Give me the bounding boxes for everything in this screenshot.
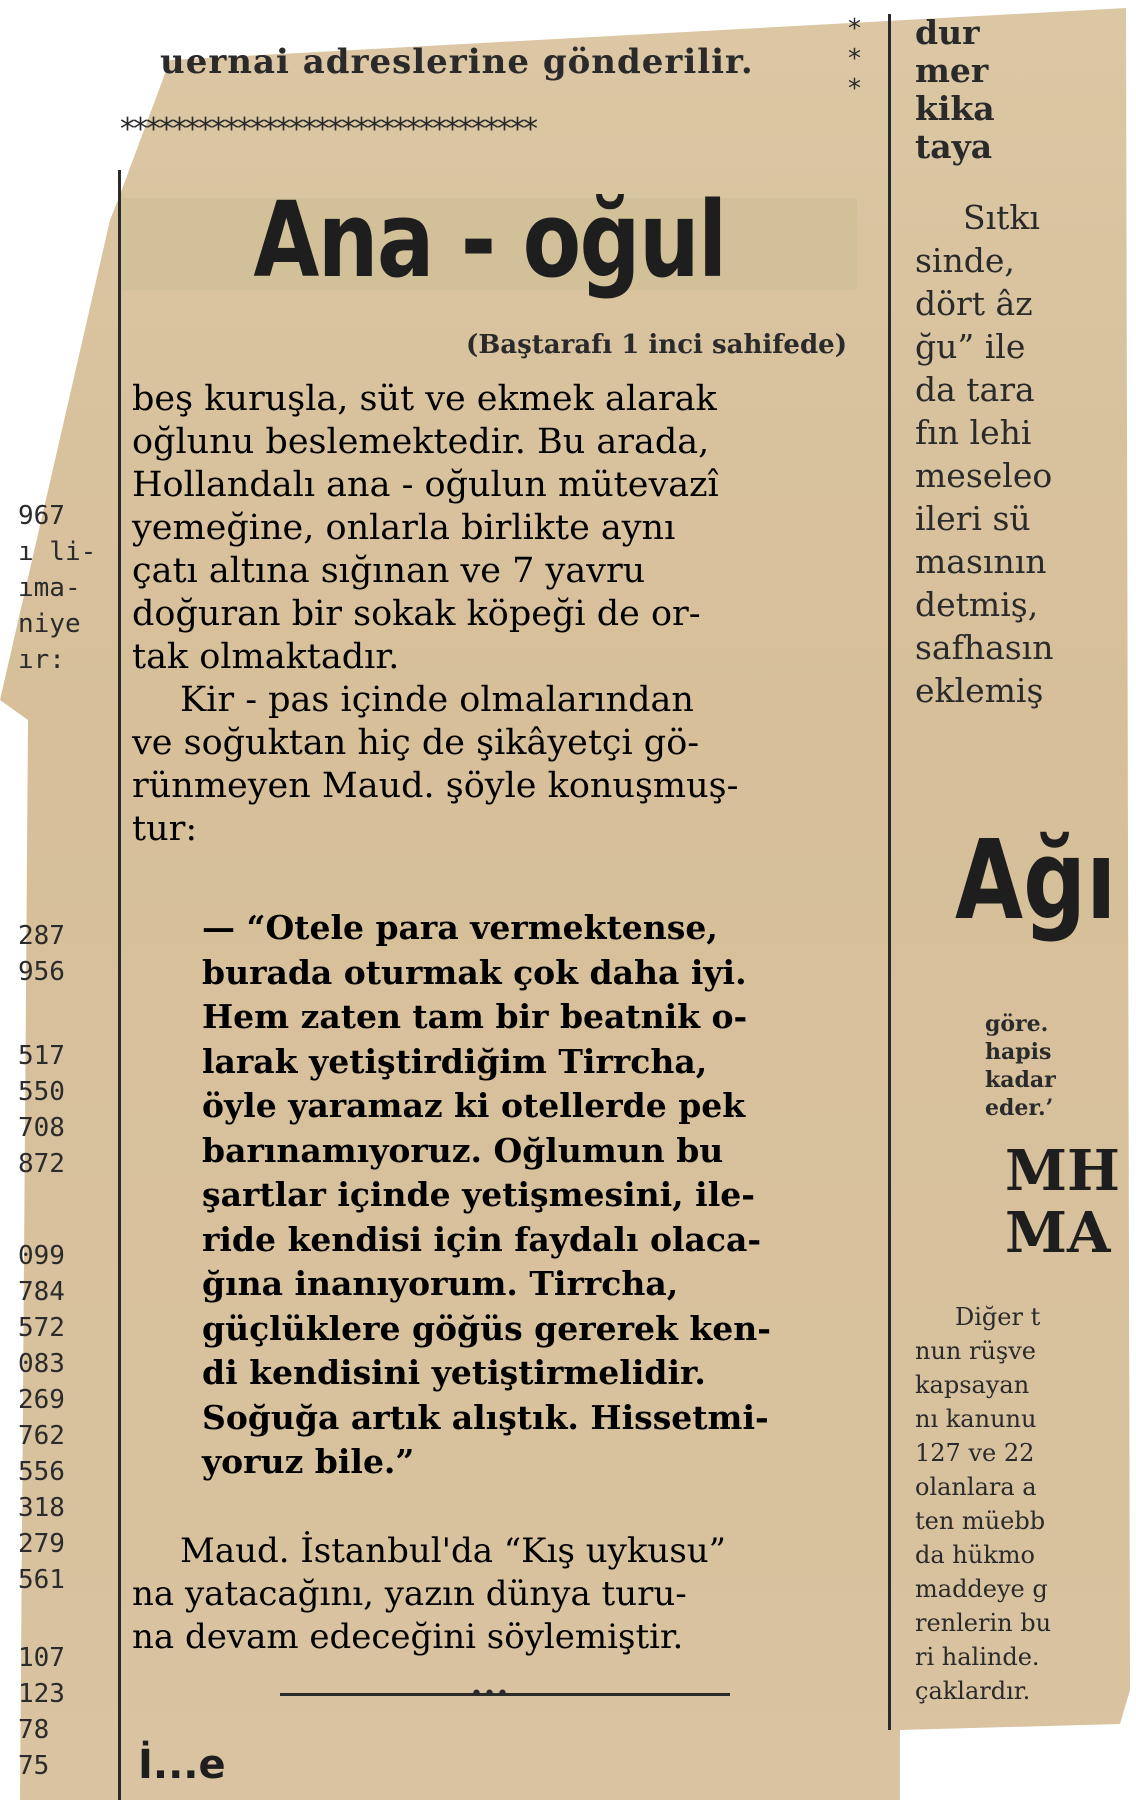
fragment-line: çaklardır. xyxy=(915,1677,1031,1705)
fragment-line: 127 ve 22 xyxy=(915,1439,1035,1467)
fragment-line: ğu” ile xyxy=(915,327,1026,366)
number-line: 279 xyxy=(18,1529,65,1559)
fragment-line: maddeye g xyxy=(915,1575,1048,1603)
number-line: 784 xyxy=(18,1277,65,1307)
fragment-line: fın lehi xyxy=(915,413,1032,452)
end-rule-ornament: ••• xyxy=(470,1682,509,1707)
text-line: doğuran bir sokak köpeği de or- xyxy=(132,594,701,634)
fragment-line: meseleo xyxy=(915,456,1053,495)
right-column-heading xyxy=(955,816,1136,944)
number-line: 561 xyxy=(18,1565,65,1595)
fragment-line: kadar xyxy=(985,1067,1056,1093)
text-line: çatı altına sığınan ve 7 yavru xyxy=(132,551,646,591)
left-column-fragment xyxy=(18,498,118,678)
number-line: 517 xyxy=(18,1041,65,1071)
number-line: 099 xyxy=(18,1241,65,1271)
quote-line: di kendisini yetiştirmelidir. xyxy=(202,1353,706,1392)
fragment-line: olanlara a xyxy=(915,1473,1037,1501)
fragment-line: MA xyxy=(1005,1200,1111,1266)
fragment-line: ır: xyxy=(18,645,65,675)
quote-line: güçlüklere göğüs gererek ken- xyxy=(202,1308,771,1348)
text-line: ve soğuktan hiç de şikâyetçi gö- xyxy=(132,723,700,763)
number-line: 107 xyxy=(18,1643,65,1673)
star: * xyxy=(848,74,861,104)
left-column-numbers xyxy=(18,918,118,990)
fragment-line: MH xyxy=(1005,1138,1120,1204)
quote-line: Soğuğa artık alıştık. Hissetmi- xyxy=(202,1397,769,1437)
text-line: na yatacağını, yazın dünya turu- xyxy=(132,1574,687,1614)
quote-line: Hem zaten tam bir beatnik o- xyxy=(202,997,748,1036)
quote-line: yoruz bile.” xyxy=(202,1442,415,1481)
quote-line: barınamıyoruz. Oğlumun bu xyxy=(202,1130,724,1170)
star: * xyxy=(848,14,861,44)
quote-line: larak yetiştirdiğim Tirrcha, xyxy=(202,1041,708,1081)
number-line: 78 xyxy=(18,1715,50,1745)
fragment-line: da tara xyxy=(915,370,1035,409)
article-body-closing xyxy=(132,1530,726,1659)
text-line: yemeğine, onlarla birlikte aynı xyxy=(132,508,676,548)
number-line: 762 xyxy=(18,1421,65,1451)
fragment-line: Sıtkı xyxy=(963,198,1040,237)
fragment-line: taya xyxy=(915,127,993,166)
top-strip-text: uernai adreslerine gönderilir. xyxy=(160,42,754,82)
fragment-line: ıma- xyxy=(18,573,81,603)
text-line: rünmeyen Maud. şöyle konuşmuş- xyxy=(132,766,739,806)
fragment-line: kika xyxy=(915,89,995,128)
right-column-top xyxy=(915,14,1125,166)
text-line: oğlunu beslemektedir. Bu arada, xyxy=(132,422,710,462)
text-line: tur: xyxy=(132,809,198,849)
fragment-line: nı kanunu xyxy=(915,1405,1037,1433)
quote-line: öyle yaramaz ki otellerde pek xyxy=(202,1086,746,1125)
fragment-line: 967 xyxy=(18,501,65,531)
quote-line: ride kendisi için faydalı olaca- xyxy=(202,1219,762,1259)
fragment-line: masının xyxy=(915,542,1047,581)
fragment-line: ileri sü xyxy=(915,499,1031,538)
fragment-line: safhasın xyxy=(915,628,1054,667)
text-line: tak olmaktadır. xyxy=(132,637,400,677)
left-column-numbers xyxy=(18,1640,118,1784)
right-column-bold-snippet xyxy=(985,1010,1136,1122)
fragment-line: renlerin bu xyxy=(915,1609,1052,1637)
quote-line: burada oturmak çok daha iyi. xyxy=(202,952,747,992)
fragment-line: eder.’ xyxy=(985,1095,1054,1121)
number-line: 287 xyxy=(18,921,65,951)
number-line: 556 xyxy=(18,1457,65,1487)
right-column-small-text xyxy=(915,1300,1125,1708)
fragment-line: dur xyxy=(915,13,980,52)
column-rule-left xyxy=(118,170,121,1800)
star: * xyxy=(848,44,861,74)
fragment-line: detmiş, xyxy=(915,585,1039,624)
fragment-line: eklemiş xyxy=(915,671,1044,710)
number-line: 872 xyxy=(18,1149,65,1179)
number-line: 123 xyxy=(18,1679,65,1709)
fragment-line: sinde, xyxy=(915,241,1015,280)
text-line: Maud. İstanbul'da “Kış uykusu” xyxy=(180,1531,727,1571)
left-column-numbers xyxy=(18,1238,118,1598)
number-line: 083 xyxy=(18,1349,65,1379)
number-line: 572 xyxy=(18,1313,65,1343)
fragment-line: hapis xyxy=(985,1039,1052,1065)
article-quote xyxy=(132,906,771,1485)
text-line: Hollandalı ana - oğulun mütevazî xyxy=(132,465,719,505)
text-line: beş kuruşla, süt ve ekmek alarak xyxy=(132,379,717,419)
next-article-fragment: İ...e xyxy=(138,1742,226,1788)
quote-line: şartlar içinde yetişmesini, ile- xyxy=(202,1175,755,1214)
number-line: 75 xyxy=(18,1751,50,1781)
text-line: na devam edeceğini söylemiştir. xyxy=(132,1617,684,1657)
number-line: 550 xyxy=(18,1077,65,1107)
fragment-line: ri halinde. xyxy=(915,1643,1040,1671)
right-big-heading: Ağı xyxy=(955,816,1117,944)
quote-line: — “Otele para vermektense, xyxy=(202,908,718,947)
fragment-line: kapsayan xyxy=(915,1371,1030,1399)
star-divider: ******************************** xyxy=(120,112,536,147)
article-body-intro xyxy=(132,378,738,851)
fragment-line: niye xyxy=(18,609,81,639)
fragment-line: da hükmo xyxy=(915,1541,1035,1569)
fragment-line: ı li- xyxy=(18,537,97,567)
number-line: 269 xyxy=(18,1385,65,1415)
number-line: 956 xyxy=(18,957,65,987)
fragment-line: ten müebb xyxy=(915,1507,1046,1535)
number-line: 318 xyxy=(18,1493,65,1523)
fragment-line: mer xyxy=(915,51,989,90)
left-column-numbers xyxy=(18,1038,118,1182)
fragment-line: nun rüşve xyxy=(915,1337,1037,1365)
fragment-line: Diğer t xyxy=(955,1303,1041,1331)
right-column-body xyxy=(915,196,1125,712)
number-line: 708 xyxy=(18,1113,65,1143)
right-column-subheading xyxy=(1005,1140,1136,1264)
star-column xyxy=(848,14,861,104)
fragment-line: dört âz xyxy=(915,284,1033,323)
fragment-line: göre. xyxy=(985,1011,1049,1037)
quote-line: ğına inanıyorum. Tirrcha, xyxy=(202,1264,679,1303)
text-line: Kir - pas içinde olmalarından xyxy=(180,680,694,720)
article-headline: Ana - oğul xyxy=(253,179,726,301)
column-rule-right xyxy=(888,14,891,1730)
article-subhead: (Baştarafı 1 inci sahifede) xyxy=(466,330,847,360)
